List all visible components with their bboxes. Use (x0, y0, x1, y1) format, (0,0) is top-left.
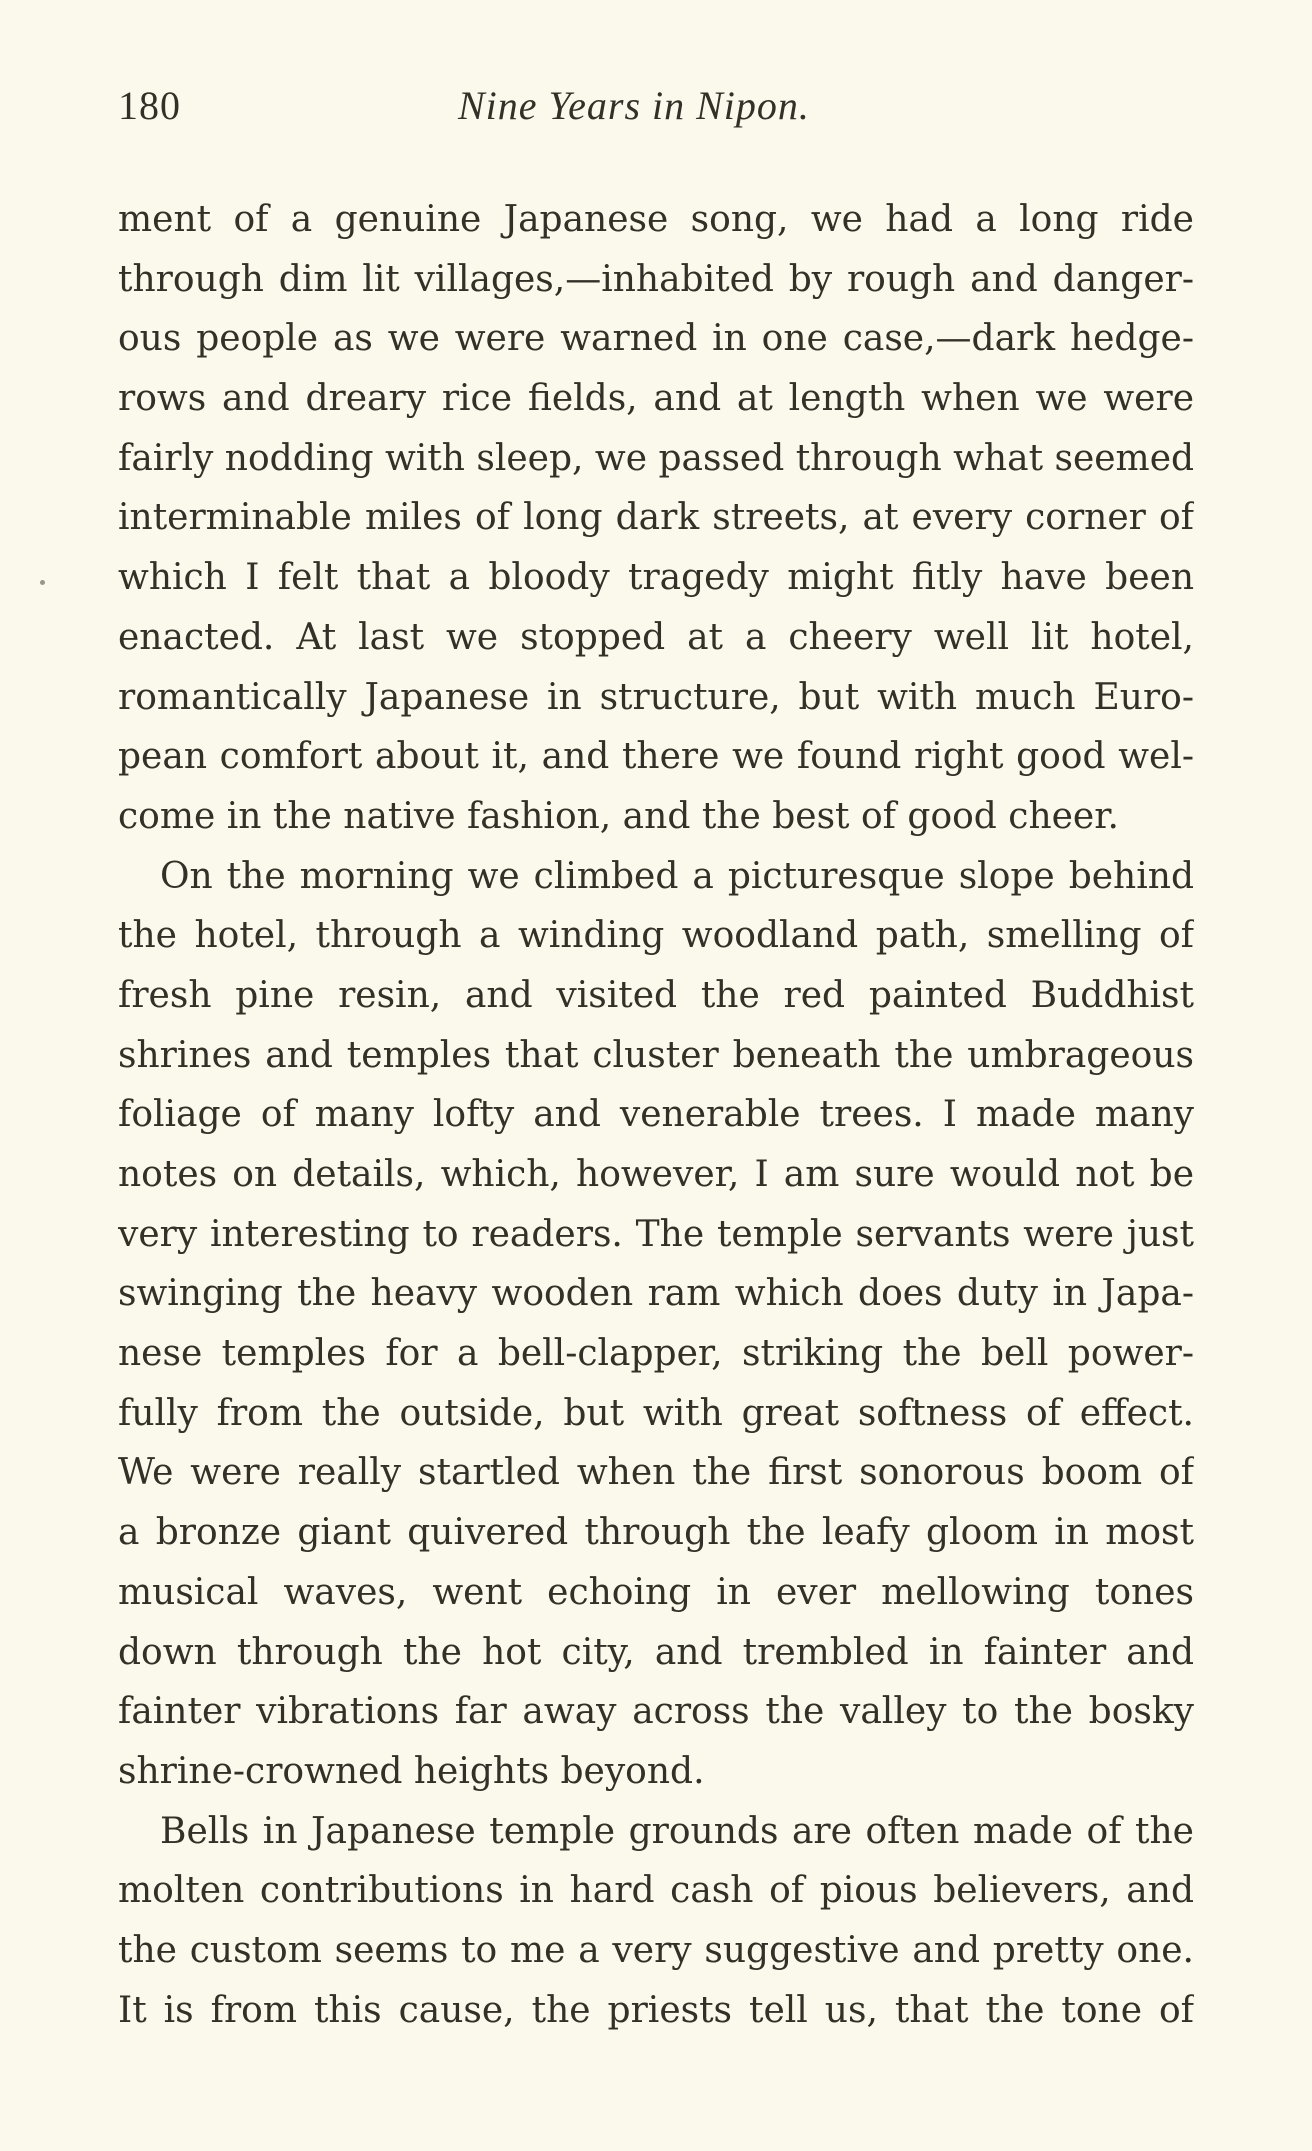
text-line: It is from this cause, the priests tell us, that the tone of (118, 1989, 1194, 2031)
text-line: nese temples for a bell-clapper, striking the bell power- (118, 1333, 1194, 1375)
text-line: notes on details, which, however, I am sure would not be (118, 1154, 1194, 1195)
text-line: romantically Japanese in structure, but with much Euro- (118, 676, 1194, 718)
text-line: enacted. At last we stopped at a cheery well lit hotel, (118, 616, 1194, 658)
page-number: 180 (118, 83, 181, 128)
text-line: which I felt that a bloody tragedy might fitly have been (118, 557, 1194, 599)
text-line: interminable miles of long dark streets, at every corner of (118, 497, 1194, 539)
body-text (118, 190, 1194, 2040)
text-line: come in the native fashion, and the best of good cheer. (118, 795, 1119, 837)
running-title: Nine Years in Nipon. (458, 83, 810, 128)
text-line: down through the hot city, and trembled in fainter and (118, 1631, 1194, 1673)
text-line: swinging the heavy wooden ram which does duty in Japa- (118, 1273, 1194, 1315)
text-line: a bronze giant quivered through the leafy gloom in most (118, 1512, 1194, 1554)
text-line: musical waves, went echoing in ever mellowing tones (118, 1571, 1194, 1613)
text-line: fresh pine resin, and visited the red painted Buddhist (118, 974, 1194, 1016)
margin-speck (40, 580, 45, 585)
text-line: fairly nodding with sleep, we passed through what seemed (118, 437, 1194, 479)
text-line: through dim lit villages,—inhabited by rough and danger- (118, 258, 1194, 300)
text-line: foliage of many lofty and venerable trees. I made many (118, 1094, 1194, 1136)
text-line: ous people as we were warned in one case,—dark hedge- (118, 318, 1194, 360)
paragraph-2 (118, 847, 1194, 1802)
text-line: very interesting to readers. The temple servants were just (118, 1213, 1194, 1255)
text-line: molten contributions in hard cash of pious believers, and (118, 1870, 1194, 1912)
text-line: We were really startled when the first sonorous boom of (118, 1452, 1194, 1494)
text-line: On the morning we climbed a picturesque slope behind (160, 855, 1194, 897)
text-line: shrine-crowned heights beyond. (118, 1750, 705, 1792)
text-line: the custom seems to me a very suggestive and pretty one. (118, 1929, 1194, 1971)
text-line: rows and dreary rice fields, and at length when we were (118, 378, 1194, 420)
text-line: pean comfort about it, and there we found right good wel- (118, 736, 1194, 778)
text-line: fainter vibrations far away across the valley to the bosky (118, 1691, 1194, 1733)
text-line: shrines and temples that cluster beneath the umbrageous (118, 1034, 1194, 1076)
paragraph-1 (118, 190, 1194, 847)
text-line: fully from the outside, but with great softness of effect. (118, 1392, 1194, 1434)
text-line: Bells in Japanese temple grounds are often made of the (160, 1810, 1194, 1852)
text-line: ment of a genuine Japanese song, we had a long ride (118, 199, 1194, 240)
running-header (118, 82, 1194, 142)
text-line: the hotel, through a winding woodland path, smelling of (118, 915, 1194, 957)
paragraph-3 (118, 1802, 1194, 2041)
